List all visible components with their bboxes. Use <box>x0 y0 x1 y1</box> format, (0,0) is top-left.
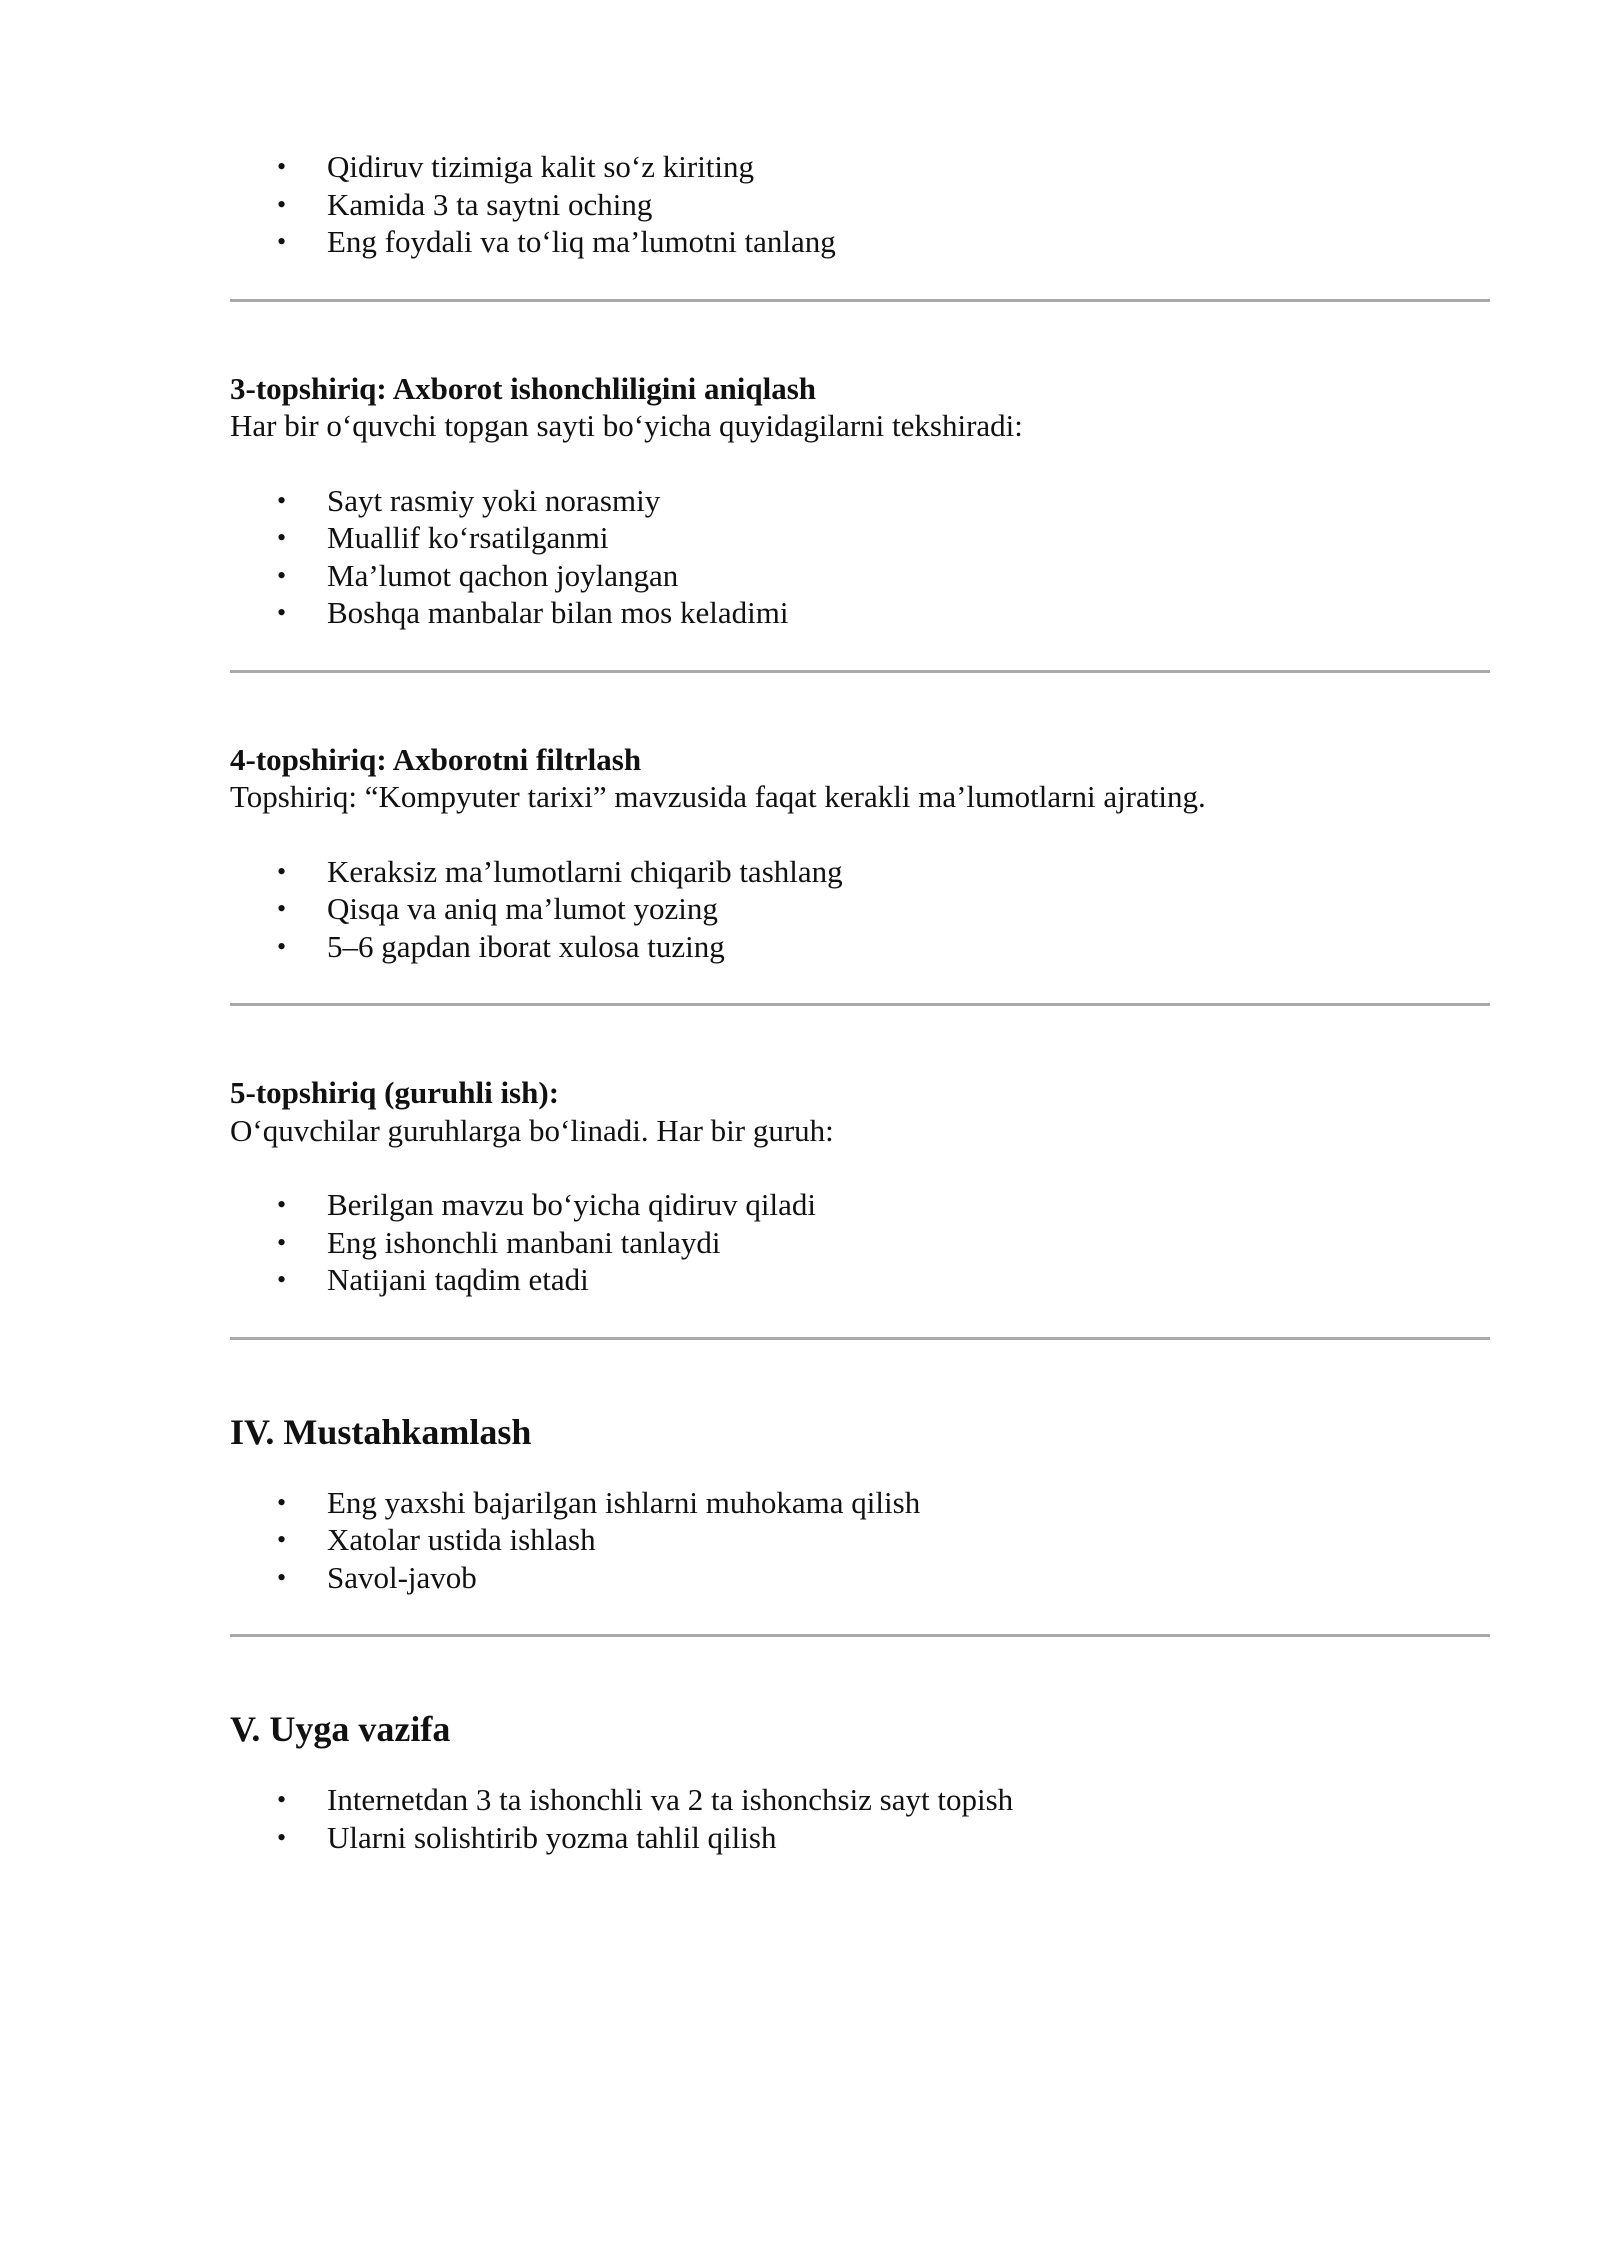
list-item <box>230 223 1490 261</box>
document-content <box>230 148 1490 1856</box>
list-item-text: Qidiruv tizimiga kalit so‘z kiriting <box>327 149 755 184</box>
horizontal-divider <box>230 670 1490 673</box>
bullet-icon: • <box>277 560 287 590</box>
list-item-text: Qisqa va aniq ma’lumot yozing <box>327 891 718 926</box>
bullet-icon: • <box>277 227 287 256</box>
list-item <box>230 853 1490 891</box>
task3-description: Har bir o‘quvchi topgan sayti bo‘yicha quyidagilarni tekshiradi: <box>230 408 1023 443</box>
bullet-icon: • <box>277 1227 287 1257</box>
horizontal-divider <box>230 299 1490 302</box>
task4-description: Topshiriq: “Kompyuter tarixi” mavzusida faqat kerakli ma’lumotlarni ajrating. <box>230 779 1206 814</box>
list-item <box>230 1819 1490 1857</box>
task5-description: O‘quvchilar guruhlarga bo‘linadi. Har bir guruh: <box>230 1112 834 1148</box>
bullet-icon: • <box>277 931 287 961</box>
task3-list <box>230 482 1490 632</box>
list-item-text: Kamida 3 ta saytni oching <box>327 186 653 222</box>
section4-list <box>230 1484 1490 1597</box>
list-item-text: Savol-javob <box>327 1559 477 1595</box>
list-item <box>230 482 1490 520</box>
section-uyga-vazifa <box>230 1707 1490 1856</box>
list-item-text: Natijani taqdim etadi <box>327 1262 589 1297</box>
task5-title: 5-topshiriq (guruhli ish): <box>230 1075 560 1110</box>
task5-section <box>230 1074 1490 1299</box>
task5-list <box>230 1186 1490 1299</box>
list-item-text: Eng foydali va to‘liq ma’lumotni tanlang <box>327 224 836 259</box>
section-mustahkamlash <box>230 1410 1490 1597</box>
task4-title: 4-topshiriq: Axborotni filtrlash <box>230 741 642 777</box>
list-item-text: Eng ishonchli manbani tanlaydi <box>327 1224 721 1260</box>
horizontal-divider <box>230 1337 1490 1340</box>
list-item <box>230 557 1490 595</box>
list-item-text: Ularni solishtirib yozma tahlil qilish <box>327 1819 777 1855</box>
task4-list <box>230 853 1490 966</box>
list-item <box>230 890 1490 928</box>
list-item <box>230 1781 1490 1819</box>
bullet-icon: • <box>277 598 287 627</box>
list-item <box>230 1484 1490 1522</box>
task3-title: 3-topshiriq: Axborot ishonchliligini aniqlash <box>230 370 817 406</box>
bullet-icon: • <box>277 1487 287 1517</box>
bullet-icon: • <box>277 856 287 886</box>
list-item-text: Internetdan 3 ta ishonchli va 2 ta ishonchsiz sayt topish <box>327 1782 1014 1817</box>
list-item <box>230 1261 1490 1299</box>
bullet-icon: • <box>277 1822 287 1852</box>
section-heading: IV. Mustahkamlash <box>230 1411 532 1452</box>
list-item-text: Eng yaxshi bajarilgan ishlarni muhokama qilish <box>327 1484 921 1520</box>
list-item-text: Ma’lumot qachon joylangan <box>327 557 679 593</box>
bullet-icon: • <box>277 1190 287 1219</box>
bullet-icon: • <box>277 894 287 923</box>
list-item-text: Boshqa manbalar bilan mos keladimi <box>327 595 789 630</box>
list-item-text: Xatolar ustida ishlash <box>327 1522 596 1557</box>
bullet-icon: • <box>277 523 287 552</box>
bullet-icon: • <box>277 1525 287 1554</box>
bullet-icon: • <box>277 1562 287 1592</box>
horizontal-divider <box>230 1003 1490 1006</box>
list-item <box>230 1224 1490 1262</box>
list-item-text: Keraksiz ma’lumotlarni chiqarib tashlang <box>327 853 843 889</box>
list-item <box>230 928 1490 966</box>
task3-section <box>230 370 1490 632</box>
bullet-icon: • <box>277 485 287 515</box>
bullet-icon: • <box>277 189 287 219</box>
list-item-text: Sayt rasmiy yoki norasmiy <box>327 482 661 518</box>
section5-list <box>230 1781 1490 1856</box>
list-item-text: Berilgan mavzu bo‘yicha qidiruv qiladi <box>327 1187 816 1222</box>
list-item <box>230 1186 1490 1224</box>
bullet-icon: • <box>277 152 287 181</box>
list-item-text: 5–6 gapdan iborat xulosa tuzing <box>327 928 725 964</box>
bullet-icon: • <box>277 1265 287 1294</box>
intro-list <box>230 148 1490 261</box>
list-item-text: Muallif ko‘rsatilganmi <box>327 520 609 555</box>
list-item <box>230 148 1490 186</box>
list-item <box>230 1559 1490 1597</box>
list-item <box>230 519 1490 557</box>
list-item <box>230 594 1490 632</box>
bullet-icon: • <box>277 1785 287 1814</box>
section-heading: V. Uyga vazifa <box>230 1709 451 1749</box>
horizontal-divider <box>230 1634 1490 1637</box>
task4-section <box>230 741 1490 966</box>
list-item <box>230 186 1490 224</box>
list-item <box>230 1521 1490 1559</box>
